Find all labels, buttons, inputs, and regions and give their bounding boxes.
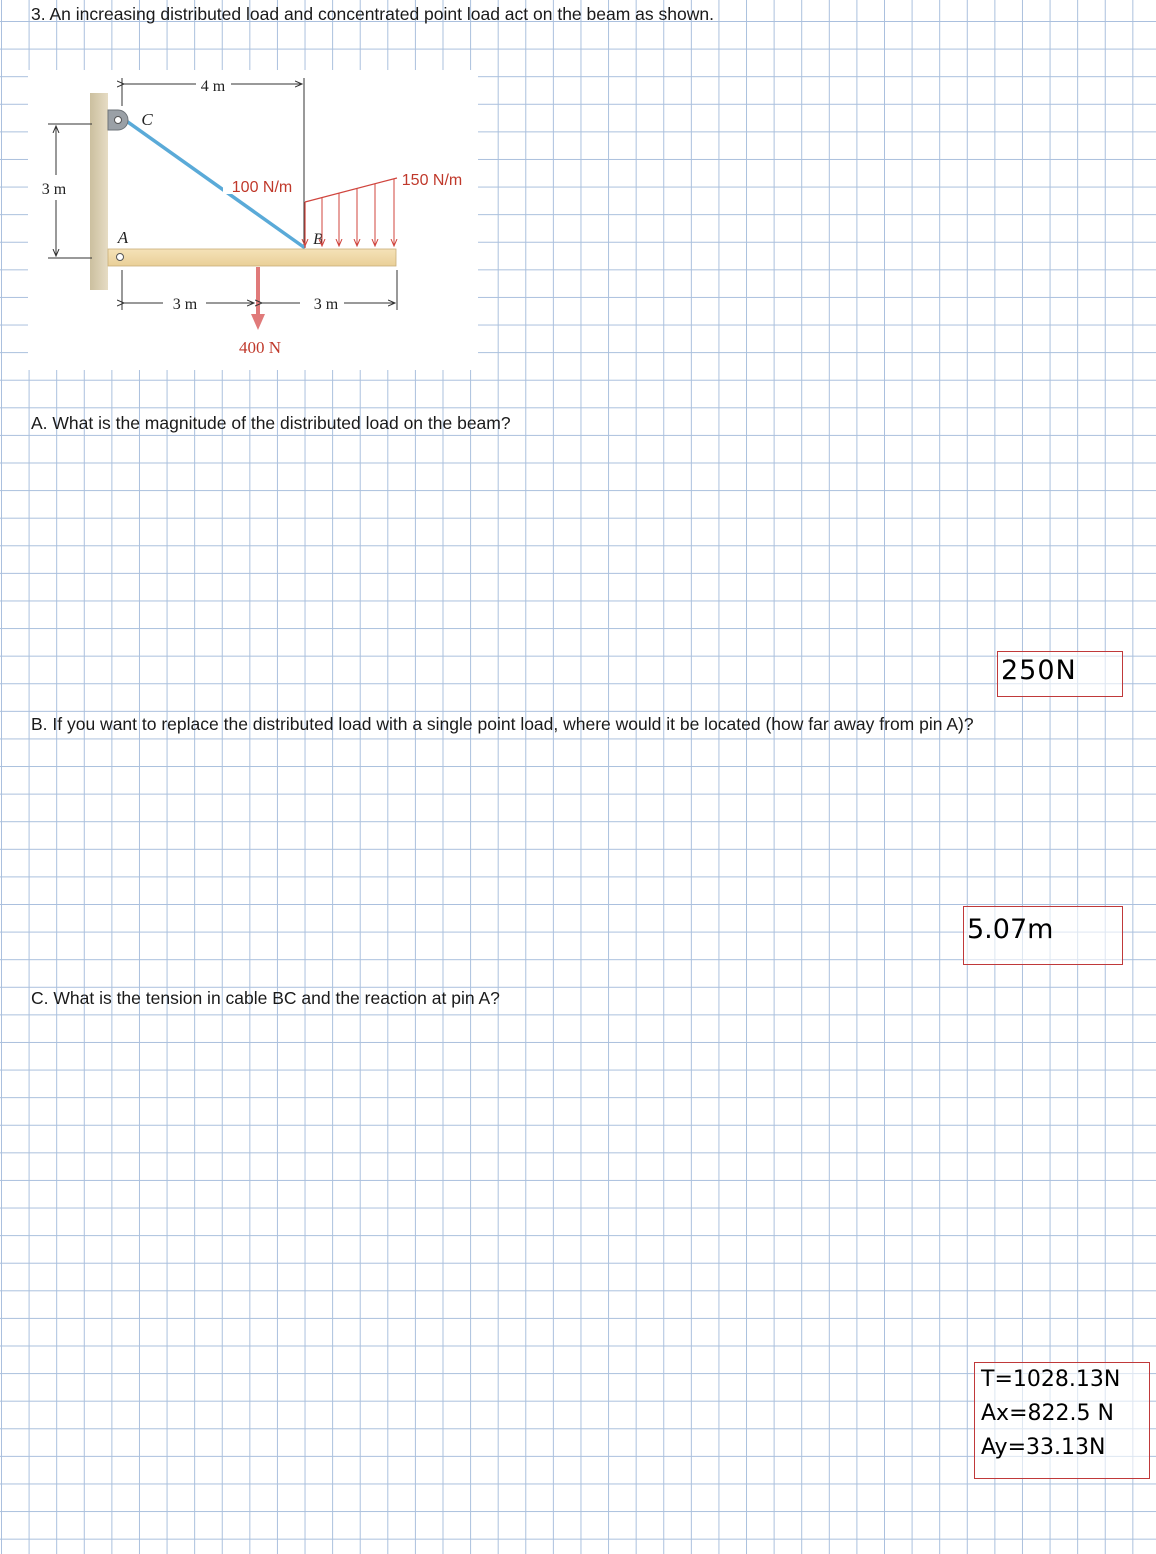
dim-top-label: 4 m — [200, 78, 226, 95]
answer-c-tension: T=1028.13N — [981, 1367, 1121, 1392]
point-load-head — [251, 314, 265, 330]
beam-diagram — [28, 70, 478, 370]
label-b: B — [313, 231, 323, 248]
answer-b-box — [963, 906, 1123, 965]
question-title: 3. An increasing distributed load and concentrated point load act on the beam as shown. — [31, 4, 714, 24]
answer-b-text: 5.07m — [967, 914, 1054, 945]
question-a: A. What is the magnitude of the distributed load on the beam? — [31, 413, 511, 433]
label-load-end: 150 N/m — [401, 172, 463, 189]
label-load-start: 100 N/m — [231, 179, 293, 196]
pin-a — [117, 254, 124, 261]
answer-a-box — [997, 651, 1123, 697]
dim-bottom-right-label: 3 m — [313, 296, 339, 313]
dim-bottom-left-label: 3 m — [172, 296, 198, 313]
answer-a-text: 250N — [1001, 655, 1077, 686]
answer-c-ax: Ax=822.5 N — [981, 1401, 1114, 1426]
question-b: B. If you want to replace the distributed load with a single point load, where would it be located (how far away from pin A)? — [31, 714, 974, 734]
wall — [90, 93, 108, 290]
beam — [108, 249, 396, 266]
label-c: C — [141, 110, 153, 129]
label-point-load: 400 N — [238, 338, 282, 357]
dim-left-label: 3 m — [41, 181, 67, 198]
question-c: C. What is the tension in cable BC and the reaction at pin A? — [31, 988, 500, 1008]
answer-c-ay: Ay=33.13N — [981, 1435, 1106, 1460]
pin-c — [115, 117, 122, 124]
label-a: A — [117, 228, 129, 247]
answer-c-box — [974, 1362, 1150, 1479]
